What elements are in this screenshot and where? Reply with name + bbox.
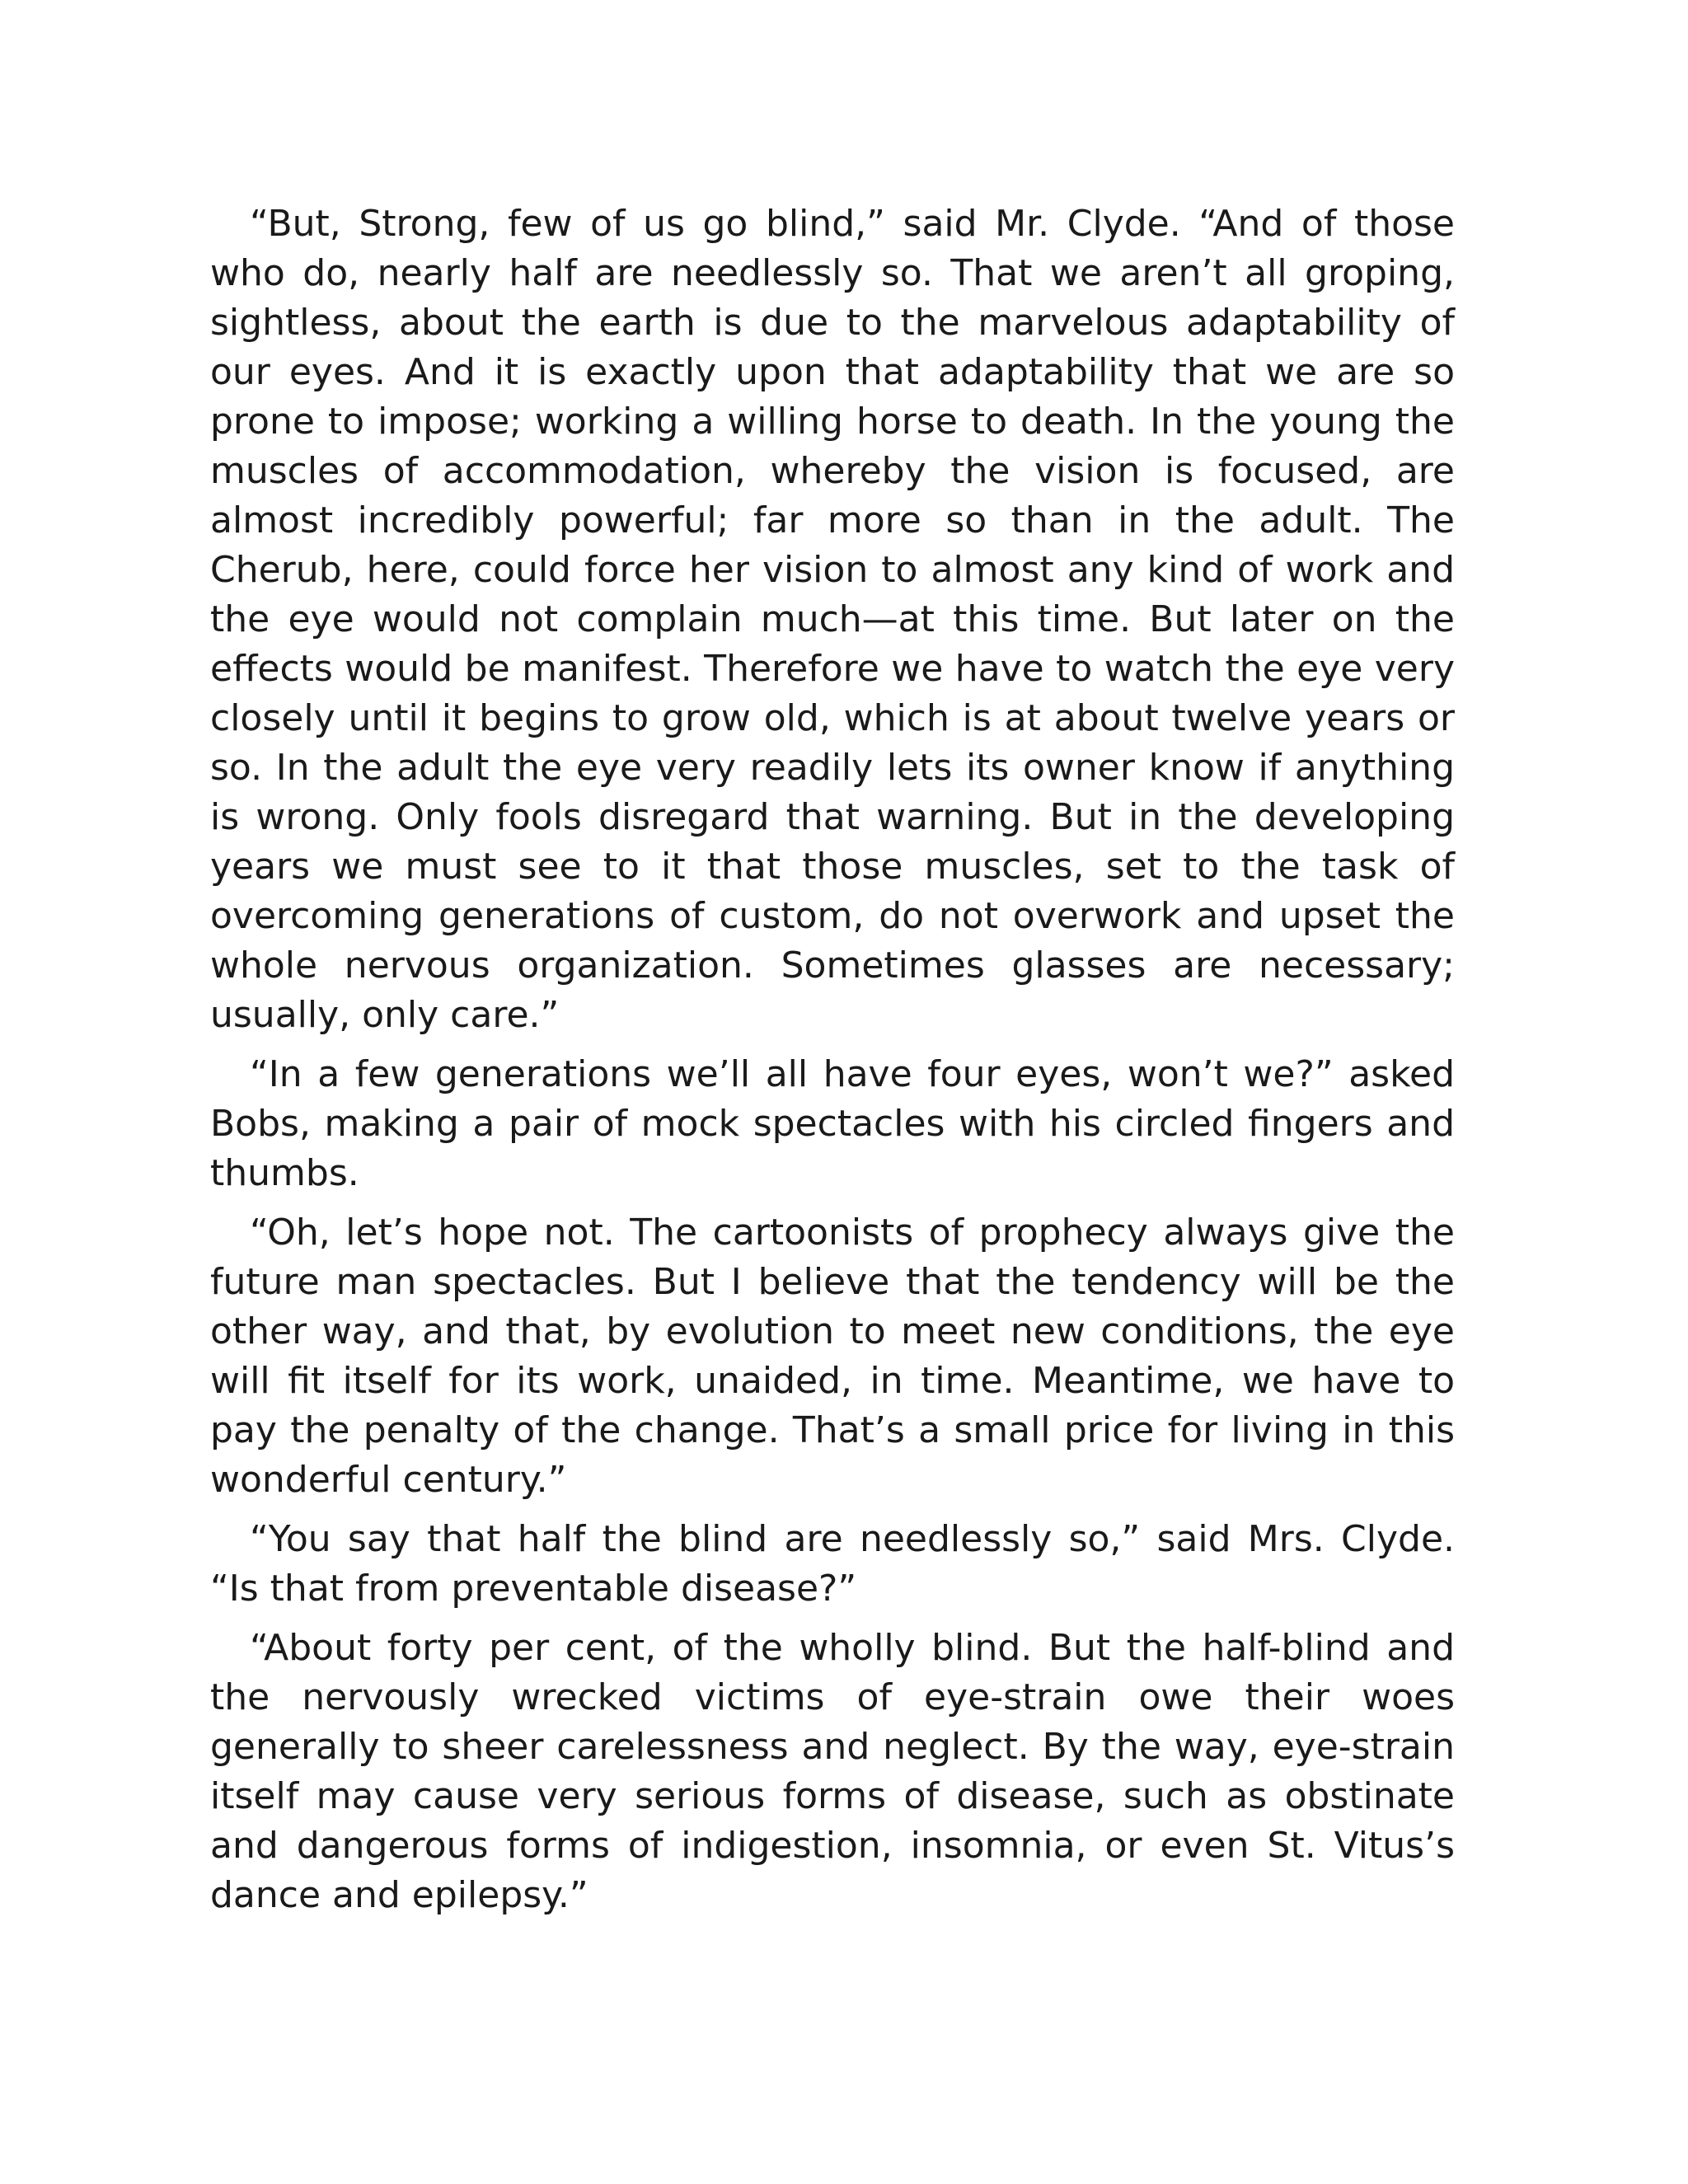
paragraph-2: “In a few generations we’ll all have four eyes, won’t we?” asked Bobs, making a pair of mock spectacles with his circled fingers and thumbs.: [210, 1053, 1455, 1194]
paragraph-4: “You say that half the blind are needlessly so,” said Mrs. Clyde. “Is that from preventable disease?”: [210, 1518, 1455, 1610]
paragraph-1: “But, Strong, few of us go blind,” said Mr. Clyde. “And of those who do, nearly half are needlessly so. That we aren’t all groping, sightless, about the earth is due to the marvelous adaptability of our eyes. And it is exactly upon that adaptability that we are so prone to impose; working a willing horse to death. In the young the muscles of accommodation, whereby the vision is focused, are almost incredibly powerful; far more so than in the adult. The Cherub, here, could force her vision to almost any kind of work and the eye would not complain much—at this time. But later on the effects would be manifest. Therefore we have to watch the eye very closely until it begins to grow old, which is at about twelve years or so. In the adult the eye very readily lets its owner know if anything is wrong. Only fools disregard that warning. But in the developing years we must see to it that those muscles, set to the task of overcoming generations of custom, do not overwork and upset the whole nervous organization. Sometimes glasses are necessary; usually, only care.”: [210, 203, 1455, 1036]
paragraph-5: “About forty per cent, of the wholly blind. But the half-blind and the nervously wrecked victims of eye-strain owe their woes generally to sheer carelessness and neglect. By the way, eye-strain itself may cause very serious forms of disease, such as obstinate and dangerous forms of indigestion, insomnia, or even St. Vitus’s dance and epilepsy.”: [210, 1627, 1455, 1916]
page-text-block: [210, 199, 1455, 1930]
paragraph-3: “Oh, let’s hope not. The cartoonists of prophecy always give the future man spectacles. But I believe that the tendency will be the other way, and that, by evolution to meet new conditions, the eye will fit itself for its work, unaided, in time. Meantime, we have to pay the penalty of the change. That’s a small price for living in this wonderful century.”: [210, 1212, 1455, 1501]
